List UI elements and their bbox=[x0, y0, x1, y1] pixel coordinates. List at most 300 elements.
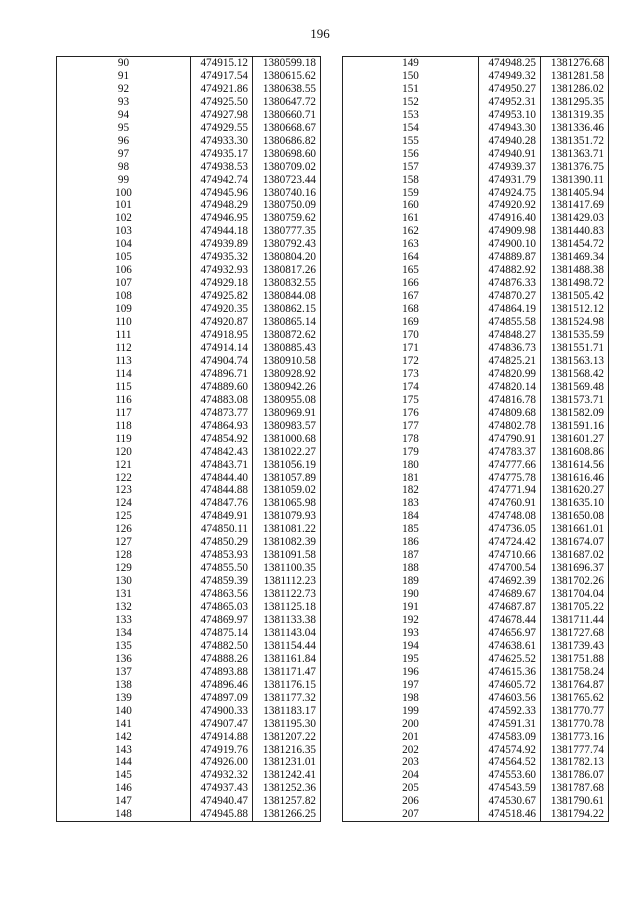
x-coordinate: 474940.47 bbox=[191, 795, 253, 808]
x-coordinate: 474689.67 bbox=[479, 588, 541, 601]
table-row bbox=[57, 497, 321, 510]
x-coordinate: 474907.47 bbox=[191, 718, 253, 731]
point-number: 189 bbox=[343, 575, 479, 588]
point-number: 183 bbox=[343, 497, 479, 510]
y-coordinate: 1381770.78 bbox=[541, 718, 609, 731]
x-coordinate: 474844.40 bbox=[191, 472, 253, 485]
x-coordinate: 474953.10 bbox=[479, 109, 541, 122]
y-coordinate: 1381758.24 bbox=[541, 666, 609, 679]
table-row bbox=[343, 277, 609, 290]
y-coordinate: 1381171.47 bbox=[253, 666, 321, 679]
y-coordinate: 1381469.34 bbox=[541, 251, 609, 264]
x-coordinate: 474553.60 bbox=[479, 769, 541, 782]
y-coordinate: 1381440.83 bbox=[541, 225, 609, 238]
y-coordinate: 1380638.55 bbox=[253, 83, 321, 96]
y-coordinate: 1381563.13 bbox=[541, 355, 609, 368]
x-coordinate: 474925.82 bbox=[191, 290, 253, 303]
point-number: 149 bbox=[343, 57, 479, 70]
point-number: 163 bbox=[343, 238, 479, 251]
point-number: 160 bbox=[343, 199, 479, 212]
point-number: 101 bbox=[57, 199, 191, 212]
point-number: 164 bbox=[343, 251, 479, 264]
point-number: 153 bbox=[343, 109, 479, 122]
point-number: 141 bbox=[57, 718, 191, 731]
point-number: 130 bbox=[57, 575, 191, 588]
x-coordinate: 474865.03 bbox=[191, 601, 253, 614]
y-coordinate: 1381081.22 bbox=[253, 523, 321, 536]
y-coordinate: 1380969.91 bbox=[253, 407, 321, 420]
point-number: 112 bbox=[57, 342, 191, 355]
y-coordinate: 1381319.35 bbox=[541, 109, 609, 122]
point-number: 128 bbox=[57, 549, 191, 562]
x-coordinate: 474942.74 bbox=[191, 174, 253, 187]
table-row bbox=[57, 303, 321, 316]
point-number: 191 bbox=[343, 601, 479, 614]
x-coordinate: 474625.52 bbox=[479, 653, 541, 666]
x-coordinate: 474853.93 bbox=[191, 549, 253, 562]
x-coordinate: 474530.67 bbox=[479, 795, 541, 808]
table-row bbox=[57, 731, 321, 744]
table-row bbox=[57, 575, 321, 588]
point-number: 131 bbox=[57, 588, 191, 601]
x-coordinate: 474925.50 bbox=[191, 96, 253, 109]
point-number: 151 bbox=[343, 83, 479, 96]
y-coordinate: 1380817.26 bbox=[253, 264, 321, 277]
table-row bbox=[57, 446, 321, 459]
point-number: 127 bbox=[57, 536, 191, 549]
y-coordinate: 1380660.71 bbox=[253, 109, 321, 122]
point-number: 179 bbox=[343, 446, 479, 459]
y-coordinate: 1380698.60 bbox=[253, 148, 321, 161]
y-coordinate: 1381790.61 bbox=[541, 795, 609, 808]
table-row bbox=[57, 161, 321, 174]
x-coordinate: 474940.28 bbox=[479, 135, 541, 148]
y-coordinate: 1381727.68 bbox=[541, 627, 609, 640]
table-row bbox=[343, 510, 609, 523]
table-row bbox=[343, 705, 609, 718]
point-number: 129 bbox=[57, 562, 191, 575]
coordinate-table-right bbox=[342, 56, 609, 822]
table-row bbox=[57, 744, 321, 757]
x-coordinate: 474924.75 bbox=[479, 187, 541, 200]
table-row bbox=[57, 433, 321, 446]
y-coordinate: 1381702.26 bbox=[541, 575, 609, 588]
x-coordinate: 474888.26 bbox=[191, 653, 253, 666]
point-number: 175 bbox=[343, 394, 479, 407]
table-row bbox=[343, 640, 609, 653]
point-number: 108 bbox=[57, 290, 191, 303]
table-row bbox=[57, 381, 321, 394]
y-coordinate: 1381257.82 bbox=[253, 795, 321, 808]
point-number: 206 bbox=[343, 795, 479, 808]
point-number: 204 bbox=[343, 769, 479, 782]
point-number: 138 bbox=[57, 679, 191, 692]
x-coordinate: 474914.88 bbox=[191, 731, 253, 744]
table-row bbox=[57, 510, 321, 523]
table-row bbox=[57, 277, 321, 290]
x-coordinate: 474882.92 bbox=[479, 264, 541, 277]
table-row bbox=[343, 70, 609, 83]
table-row bbox=[343, 394, 609, 407]
point-number: 106 bbox=[57, 264, 191, 277]
point-number: 166 bbox=[343, 277, 479, 290]
table-row bbox=[343, 316, 609, 329]
y-coordinate: 1380777.35 bbox=[253, 225, 321, 238]
table-row bbox=[343, 549, 609, 562]
table-row bbox=[57, 484, 321, 497]
table-row bbox=[57, 394, 321, 407]
x-coordinate: 474904.74 bbox=[191, 355, 253, 368]
y-coordinate: 1381512.12 bbox=[541, 303, 609, 316]
point-number: 171 bbox=[343, 342, 479, 355]
x-coordinate: 474760.91 bbox=[479, 497, 541, 510]
table-row bbox=[343, 355, 609, 368]
x-coordinate: 474919.76 bbox=[191, 744, 253, 757]
y-coordinate: 1381635.10 bbox=[541, 497, 609, 510]
point-number: 172 bbox=[343, 355, 479, 368]
y-coordinate: 1381488.38 bbox=[541, 264, 609, 277]
table-row bbox=[57, 135, 321, 148]
table-row bbox=[343, 756, 609, 769]
point-number: 170 bbox=[343, 329, 479, 342]
x-coordinate: 474855.50 bbox=[191, 562, 253, 575]
table-row bbox=[343, 174, 609, 187]
x-coordinate: 474897.09 bbox=[191, 692, 253, 705]
x-coordinate: 474605.72 bbox=[479, 679, 541, 692]
y-coordinate: 1381000.68 bbox=[253, 433, 321, 446]
table-row bbox=[343, 692, 609, 705]
point-number: 197 bbox=[343, 679, 479, 692]
x-coordinate: 474836.73 bbox=[479, 342, 541, 355]
y-coordinate: 1380686.82 bbox=[253, 135, 321, 148]
table-row bbox=[343, 342, 609, 355]
x-coordinate: 474777.66 bbox=[479, 459, 541, 472]
point-number: 174 bbox=[343, 381, 479, 394]
point-number: 111 bbox=[57, 329, 191, 342]
point-number: 121 bbox=[57, 459, 191, 472]
y-coordinate: 1381765.62 bbox=[541, 692, 609, 705]
table-row bbox=[57, 355, 321, 368]
x-coordinate: 474855.58 bbox=[479, 316, 541, 329]
y-coordinate: 1381091.58 bbox=[253, 549, 321, 562]
y-coordinate: 1381405.94 bbox=[541, 187, 609, 200]
y-coordinate: 1380615.62 bbox=[253, 70, 321, 83]
point-number: 102 bbox=[57, 212, 191, 225]
y-coordinate: 1381281.58 bbox=[541, 70, 609, 83]
x-coordinate: 474564.52 bbox=[479, 756, 541, 769]
x-coordinate: 474935.32 bbox=[191, 251, 253, 264]
x-coordinate: 474945.96 bbox=[191, 187, 253, 200]
y-coordinate: 1381133.38 bbox=[253, 614, 321, 627]
point-number: 95 bbox=[57, 122, 191, 135]
point-number: 132 bbox=[57, 601, 191, 614]
table-row bbox=[343, 484, 609, 497]
table-row bbox=[57, 329, 321, 342]
point-number: 114 bbox=[57, 368, 191, 381]
point-number: 99 bbox=[57, 174, 191, 187]
y-coordinate: 1381143.04 bbox=[253, 627, 321, 640]
table-row bbox=[343, 368, 609, 381]
table-row bbox=[57, 290, 321, 303]
point-number: 196 bbox=[343, 666, 479, 679]
table-row bbox=[57, 420, 321, 433]
table-row bbox=[343, 536, 609, 549]
x-coordinate: 474859.39 bbox=[191, 575, 253, 588]
x-coordinate: 474844.88 bbox=[191, 484, 253, 497]
y-coordinate: 1381154.44 bbox=[253, 640, 321, 653]
x-coordinate: 474848.27 bbox=[479, 329, 541, 342]
table-row bbox=[343, 446, 609, 459]
x-coordinate: 474915.12 bbox=[191, 57, 253, 70]
y-coordinate: 1381207.22 bbox=[253, 731, 321, 744]
y-coordinate: 1381112.23 bbox=[253, 575, 321, 588]
y-coordinate: 1380804.20 bbox=[253, 251, 321, 264]
y-coordinate: 1381608.86 bbox=[541, 446, 609, 459]
table-row bbox=[57, 109, 321, 122]
y-coordinate: 1380832.55 bbox=[253, 277, 321, 290]
x-coordinate: 474900.10 bbox=[479, 238, 541, 251]
y-coordinate: 1380910.58 bbox=[253, 355, 321, 368]
table-row bbox=[343, 57, 609, 70]
point-number: 119 bbox=[57, 433, 191, 446]
x-coordinate: 474603.56 bbox=[479, 692, 541, 705]
y-coordinate: 1381195.30 bbox=[253, 718, 321, 731]
point-number: 104 bbox=[57, 238, 191, 251]
table-row bbox=[343, 808, 609, 821]
x-coordinate: 474863.56 bbox=[191, 588, 253, 601]
table-row bbox=[343, 83, 609, 96]
table-row bbox=[57, 148, 321, 161]
table-row bbox=[343, 666, 609, 679]
point-number: 152 bbox=[343, 96, 479, 109]
point-number: 110 bbox=[57, 316, 191, 329]
x-coordinate: 474948.29 bbox=[191, 199, 253, 212]
x-coordinate: 474638.61 bbox=[479, 640, 541, 653]
y-coordinate: 1380865.14 bbox=[253, 316, 321, 329]
x-coordinate: 474854.92 bbox=[191, 433, 253, 446]
point-number: 140 bbox=[57, 705, 191, 718]
table-row bbox=[343, 381, 609, 394]
table-row bbox=[343, 679, 609, 692]
point-number: 105 bbox=[57, 251, 191, 264]
table-row bbox=[343, 109, 609, 122]
table-row bbox=[343, 148, 609, 161]
y-coordinate: 1381620.27 bbox=[541, 484, 609, 497]
x-coordinate: 474873.77 bbox=[191, 407, 253, 420]
point-number: 182 bbox=[343, 484, 479, 497]
point-number: 96 bbox=[57, 135, 191, 148]
x-coordinate: 474864.19 bbox=[479, 303, 541, 316]
point-number: 98 bbox=[57, 161, 191, 174]
y-coordinate: 1381183.17 bbox=[253, 705, 321, 718]
y-coordinate: 1380862.15 bbox=[253, 303, 321, 316]
point-number: 126 bbox=[57, 523, 191, 536]
table-row bbox=[343, 769, 609, 782]
y-coordinate: 1381276.68 bbox=[541, 57, 609, 70]
x-coordinate: 474932.32 bbox=[191, 769, 253, 782]
y-coordinate: 1381591.16 bbox=[541, 420, 609, 433]
table-row bbox=[57, 316, 321, 329]
table-row bbox=[343, 782, 609, 795]
x-coordinate: 474847.76 bbox=[191, 497, 253, 510]
point-number: 143 bbox=[57, 744, 191, 757]
x-coordinate: 474896.46 bbox=[191, 679, 253, 692]
point-number: 118 bbox=[57, 420, 191, 433]
y-coordinate: 1380792.43 bbox=[253, 238, 321, 251]
x-coordinate: 474842.43 bbox=[191, 446, 253, 459]
y-coordinate: 1381336.46 bbox=[541, 122, 609, 135]
point-number: 193 bbox=[343, 627, 479, 640]
point-number: 202 bbox=[343, 744, 479, 757]
y-coordinate: 1381661.01 bbox=[541, 523, 609, 536]
x-coordinate: 474850.11 bbox=[191, 523, 253, 536]
y-coordinate: 1381122.73 bbox=[253, 588, 321, 601]
table-row bbox=[57, 653, 321, 666]
x-coordinate: 474916.40 bbox=[479, 212, 541, 225]
x-coordinate: 474932.93 bbox=[191, 264, 253, 277]
table-row bbox=[57, 342, 321, 355]
point-number: 194 bbox=[343, 640, 479, 653]
point-number: 173 bbox=[343, 368, 479, 381]
y-coordinate: 1380759.62 bbox=[253, 212, 321, 225]
table-row bbox=[57, 251, 321, 264]
y-coordinate: 1381266.25 bbox=[253, 808, 321, 821]
x-coordinate: 474678.44 bbox=[479, 614, 541, 627]
y-coordinate: 1381161.84 bbox=[253, 653, 321, 666]
point-number: 148 bbox=[57, 808, 191, 821]
point-number: 195 bbox=[343, 653, 479, 666]
point-number: 133 bbox=[57, 614, 191, 627]
x-coordinate: 474592.33 bbox=[479, 705, 541, 718]
x-coordinate: 474929.18 bbox=[191, 277, 253, 290]
y-coordinate: 1381687.02 bbox=[541, 549, 609, 562]
table-row bbox=[57, 96, 321, 109]
y-coordinate: 1381505.42 bbox=[541, 290, 609, 303]
x-coordinate: 474935.17 bbox=[191, 148, 253, 161]
point-number: 161 bbox=[343, 212, 479, 225]
table-row bbox=[343, 199, 609, 212]
table-row bbox=[343, 303, 609, 316]
point-number: 192 bbox=[343, 614, 479, 627]
table-row bbox=[343, 187, 609, 200]
y-coordinate: 1381065.98 bbox=[253, 497, 321, 510]
point-number: 117 bbox=[57, 407, 191, 420]
y-coordinate: 1381674.07 bbox=[541, 536, 609, 549]
x-coordinate: 474724.42 bbox=[479, 536, 541, 549]
table-row bbox=[343, 433, 609, 446]
y-coordinate: 1381100.35 bbox=[253, 562, 321, 575]
point-number: 181 bbox=[343, 472, 479, 485]
point-number: 157 bbox=[343, 161, 479, 174]
point-number: 186 bbox=[343, 536, 479, 549]
point-number: 124 bbox=[57, 497, 191, 510]
table-row bbox=[343, 472, 609, 485]
table-row bbox=[343, 420, 609, 433]
point-number: 142 bbox=[57, 731, 191, 744]
y-coordinate: 1380750.09 bbox=[253, 199, 321, 212]
y-coordinate: 1381125.18 bbox=[253, 601, 321, 614]
x-coordinate: 474771.94 bbox=[479, 484, 541, 497]
point-number: 199 bbox=[343, 705, 479, 718]
table-row bbox=[57, 769, 321, 782]
x-coordinate: 474909.98 bbox=[479, 225, 541, 238]
page-number: 196 bbox=[310, 26, 330, 41]
y-coordinate: 1380983.57 bbox=[253, 420, 321, 433]
point-number: 103 bbox=[57, 225, 191, 238]
point-number: 198 bbox=[343, 692, 479, 705]
point-number: 135 bbox=[57, 640, 191, 653]
x-coordinate: 474849.91 bbox=[191, 510, 253, 523]
x-coordinate: 474869.97 bbox=[191, 614, 253, 627]
point-number: 134 bbox=[57, 627, 191, 640]
y-coordinate: 1381764.87 bbox=[541, 679, 609, 692]
y-coordinate: 1381568.42 bbox=[541, 368, 609, 381]
point-number: 139 bbox=[57, 692, 191, 705]
x-coordinate: 474820.99 bbox=[479, 368, 541, 381]
table-row bbox=[343, 459, 609, 472]
x-coordinate: 474946.95 bbox=[191, 212, 253, 225]
x-coordinate: 474870.27 bbox=[479, 290, 541, 303]
y-coordinate: 1381216.35 bbox=[253, 744, 321, 757]
x-coordinate: 474896.71 bbox=[191, 368, 253, 381]
point-number: 147 bbox=[57, 795, 191, 808]
point-number: 154 bbox=[343, 122, 479, 135]
y-coordinate: 1381616.46 bbox=[541, 472, 609, 485]
x-coordinate: 474945.88 bbox=[191, 808, 253, 821]
coordinate-table-left bbox=[56, 56, 321, 822]
x-coordinate: 474700.54 bbox=[479, 562, 541, 575]
x-coordinate: 474736.05 bbox=[479, 523, 541, 536]
x-coordinate: 474775.78 bbox=[479, 472, 541, 485]
table-row bbox=[343, 122, 609, 135]
table-row bbox=[343, 601, 609, 614]
y-coordinate: 1381363.71 bbox=[541, 148, 609, 161]
table-row bbox=[57, 588, 321, 601]
point-number: 178 bbox=[343, 433, 479, 446]
y-coordinate: 1381782.13 bbox=[541, 756, 609, 769]
x-coordinate: 474656.97 bbox=[479, 627, 541, 640]
y-coordinate: 1381454.72 bbox=[541, 238, 609, 251]
x-coordinate: 474883.08 bbox=[191, 394, 253, 407]
table-row bbox=[343, 251, 609, 264]
x-coordinate: 474933.30 bbox=[191, 135, 253, 148]
point-number: 116 bbox=[57, 394, 191, 407]
y-coordinate: 1381022.27 bbox=[253, 446, 321, 459]
table-row bbox=[57, 795, 321, 808]
table-row bbox=[343, 497, 609, 510]
table-row bbox=[343, 135, 609, 148]
point-number: 100 bbox=[57, 187, 191, 200]
point-number: 146 bbox=[57, 782, 191, 795]
y-coordinate: 1381417.69 bbox=[541, 199, 609, 212]
point-number: 150 bbox=[343, 70, 479, 83]
x-coordinate: 474748.08 bbox=[479, 510, 541, 523]
point-number: 145 bbox=[57, 769, 191, 782]
point-number: 169 bbox=[343, 316, 479, 329]
point-number: 107 bbox=[57, 277, 191, 290]
table-row bbox=[343, 225, 609, 238]
x-coordinate: 474937.43 bbox=[191, 782, 253, 795]
point-number: 207 bbox=[343, 808, 479, 821]
x-coordinate: 474900.33 bbox=[191, 705, 253, 718]
x-coordinate: 474816.78 bbox=[479, 394, 541, 407]
y-coordinate: 1381177.32 bbox=[253, 692, 321, 705]
table-row bbox=[57, 705, 321, 718]
y-coordinate: 1381231.01 bbox=[253, 756, 321, 769]
table-row bbox=[57, 472, 321, 485]
x-coordinate: 474692.39 bbox=[479, 575, 541, 588]
point-number: 159 bbox=[343, 187, 479, 200]
